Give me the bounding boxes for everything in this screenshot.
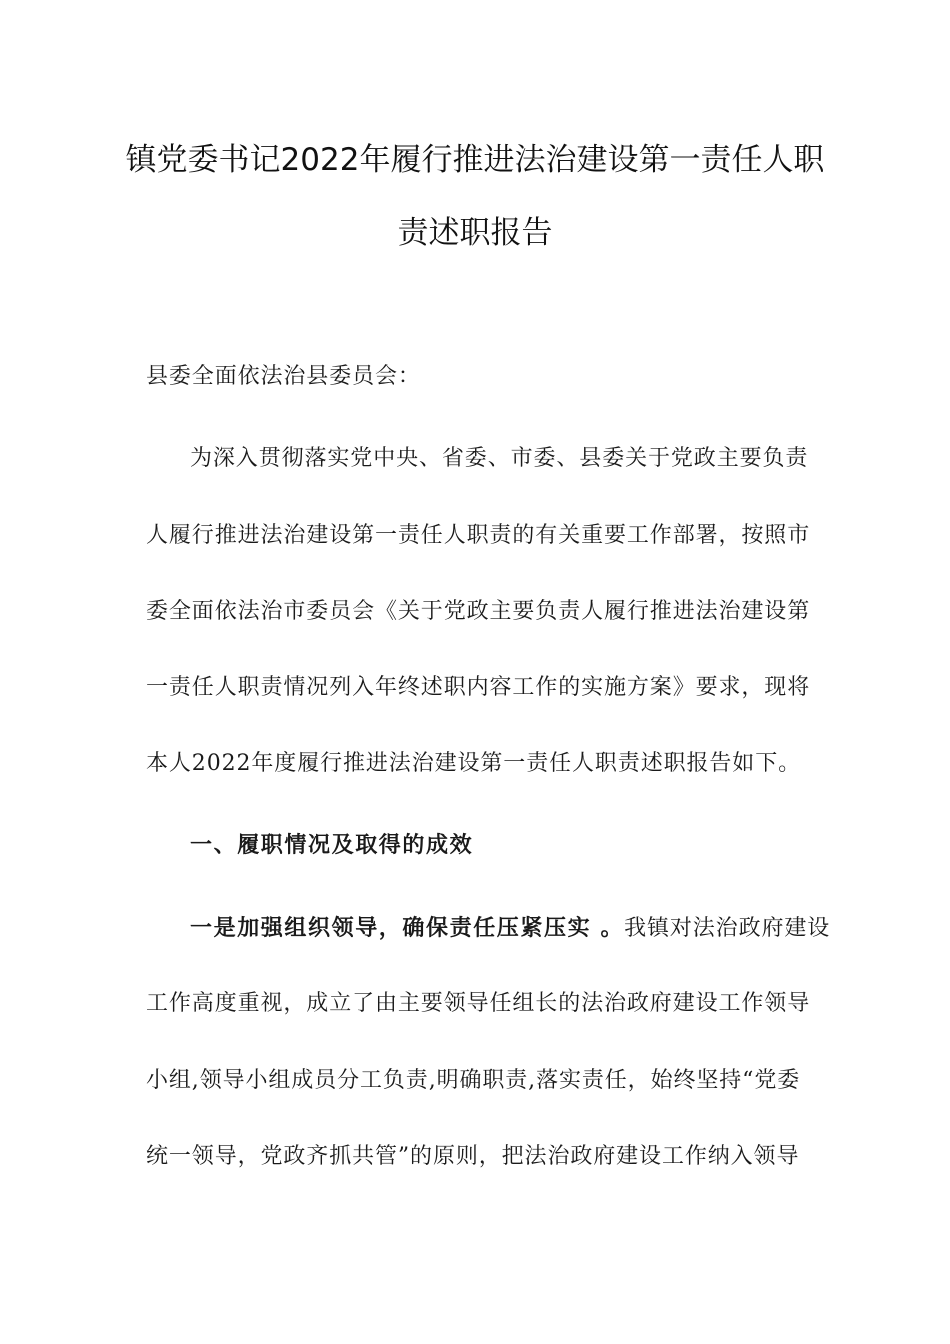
section-heading: 一、履职情况及取得的成效 [190,832,474,858]
intro-line-2: 人履行推进法治建设第一责任人职责的有关重要工作部署，按照市 [146,523,811,548]
para1-line-1-rest: 我镇对法治政府建设 [624,916,831,941]
intro-line-1: 为深入贯彻落实党中央、省委、市委、县委关于党政主要负责 [190,446,809,471]
intro-line-5: 本人2022年度履行推进法治建设第一责任人职责述职报告如下。 [146,751,801,776]
para1-line-2: 工作高度重视，成立了由主要领导任组长的法治政府建设工作领导 [146,991,811,1016]
para1-line-4: 统一领导，党政齐抓共管”的原则，把法治政府建设工作纳入领导 [146,1144,800,1169]
para1-line-1 [190,913,831,944]
intro-line-3: 委全面依法治市委员会《关于党政主要负责人履行推进法治建设第 [146,599,811,624]
salutation: 县委全面依法治县委员会： [146,364,421,389]
para1-line-3: 小组,领导小组成员分工负责,明确职责,落实责任，始终坚持“党委 [146,1068,801,1093]
intro-line-4: 一责任人职责情况列入年终述职内容工作的实施方案》要求，现将 [146,675,811,700]
document-title-line-2: 责述职报告 [397,215,553,251]
para1-lead: 一是加强组织领导，确保责任压紧压实 。 [190,915,625,941]
document-title-line-1: 镇党委书记2022年履行推进法治建设第一责任人职 [125,142,825,178]
